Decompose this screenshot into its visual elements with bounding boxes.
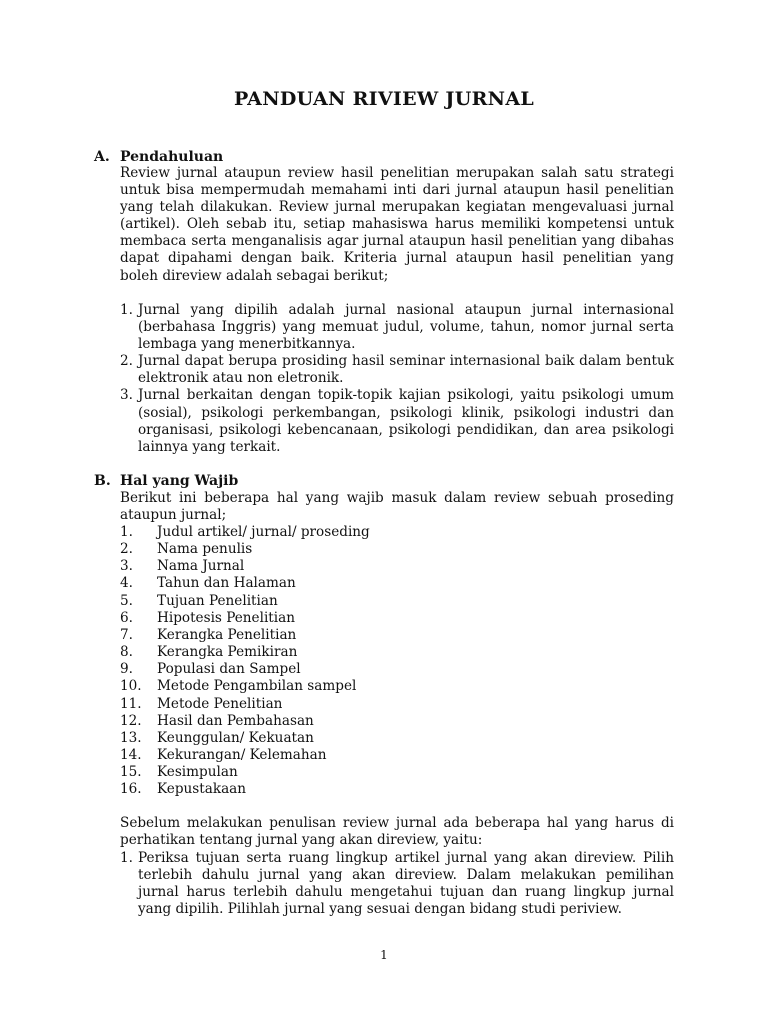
list-item-text: Kerangka Penelitian [157,626,297,643]
section-b-title: Hal yang Wajib [120,473,239,489]
section-b-closing: Sebelum melakukan penulisan review jurnal ada beberapa hal yang harus di perhatikan tentang jurnal yang akan direview, yaitu: [120,815,674,849]
list-item-text: Judul artikel/ jurnal/ proseding [157,524,370,540]
section-a-letter: A. [94,149,110,165]
list-item-number: 3. [120,387,133,404]
list-item-number: 6. [120,609,133,626]
list-item [120,696,674,713]
list-item-text: Hipotesis Penelitian [157,609,295,626]
criteria-list [120,302,674,456]
list-item-text: Nama penulis [157,541,253,558]
list-item-number: 1. [120,524,133,540]
list-item [120,747,674,764]
list-item-text: Metode Pengambilan sampel [157,678,357,695]
list-item-number: 10. [120,678,142,695]
list-item [120,302,674,353]
section-b-heading [94,473,238,489]
list-item-number: 12. [120,712,142,729]
list-item-number: 1. [120,302,133,318]
list-item [120,644,674,661]
list-item-number: 2. [120,353,133,370]
list-item-text: Metode Penelitian [157,695,283,712]
list-item-number: 2. [120,541,133,558]
list-item [120,661,674,678]
list-item [120,850,674,918]
list-item [120,610,674,627]
list-item-text: Keunggulan/ Kekuatan [157,729,314,746]
section-b-letter: B. [94,473,111,489]
list-item-number: 9. [120,661,133,678]
list-item-number: 7. [120,626,133,643]
list-item-number: 3. [120,558,133,575]
list-item [120,678,674,695]
list-item-number: 1. [120,850,133,866]
list-item-text: Kesimpulan [157,764,238,781]
section-a-heading [94,149,223,165]
page-number: 1 [380,948,388,962]
list-item [120,627,674,644]
list-item [120,575,674,592]
list-item [120,713,674,730]
list-item [120,558,674,575]
list-item [120,764,674,781]
list-item [120,730,674,747]
list-item-number: 5. [120,592,133,609]
list-item-text: Nama Jurnal [157,558,245,575]
list-item-number: 13. [120,729,142,746]
list-item-number: 15. [120,764,142,781]
list-item-number: 8. [120,644,133,661]
list-item-number: 11. [120,695,142,712]
review-steps-list [120,850,674,918]
list-item [120,781,674,798]
list-item-text: Hasil dan Pembahasan [157,712,314,729]
list-item-text: Kepustakaan [157,781,247,798]
section-a-title: Pendahuluan [120,149,224,165]
list-item-text: Periksa tujuan serta ruang lingkup artikel jurnal yang akan direview. Pilih terlebih dahulu jurnal yang akan direview. Dalam melakukan pemilihan jurnal harus terlebih dahulu mengetahui tujuan dan ruang lingkup jurnal yang dipilih. Pilihlah jurnal yang sesuai dengan bidang studi periview. [138,850,674,918]
list-item [120,541,674,558]
list-item [120,353,674,387]
section-a-intro: Review jurnal ataupun review hasil penelitian merupakan salah satu strategi untuk bisa mempermudah memahami inti dari jurnal ataupun hasil penelitian yang telah dilakukan. Review jurnal merupakan kegiatan mengevaluasi jurnal (artikel). Oleh sebab itu, setiap mahasiswa harus memiliki kompetensi untuk membaca serta menganalisis agar jurnal ataupun hasil penelitian yang dibahas dapat dipahami dengan baik. Kriteria jurnal ataupun hasil penelitian yang boleh direview adalah sebagai berikut; [120,165,674,284]
list-item-text: Populasi dan Sampel [157,661,301,678]
list-item-number: 4. [120,575,133,592]
list-item-number: 16. [120,781,142,798]
page-title: PANDUAN RIVIEW JURNAL [233,88,535,110]
list-item-text: Jurnal dapat berupa prosiding hasil seminar internasional baik dalam bentuk elektronik atau non eletronik. [138,353,674,387]
list-item [120,524,674,541]
list-item-number: 14. [120,747,142,764]
list-item-text: Jurnal yang dipilih adalah jurnal nasional ataupun jurnal internasional (berbahasa Inggris) yang memuat judul, volume, tahun, nomor jurnal serta lembaga yang menerbitkannya. [138,302,674,353]
list-item-text: Jurnal berkaitan dengan topik-topik kajian psikologi, yaitu psikologi umum (sosial), psikologi perkembangan, psikologi klinik, psikologi industri dan organisasi, psikologi kebencanaan, psikologi pendidikan, dan area psikologi lainnya yang terkait. [138,387,674,455]
required-items-list [120,524,674,799]
list-item-text: Tujuan Penelitian [157,592,278,609]
list-item [120,593,674,610]
list-item [120,387,674,455]
section-b-intro: Berikut ini beberapa hal yang wajib masuk dalam review sebuah proseding ataupun jurnal; [120,490,674,524]
list-item-text: Tahun dan Halaman [157,575,296,592]
list-item-text: Kekurangan/ Kelemahan [157,747,327,764]
list-item-text: Kerangka Pemikiran [157,644,298,661]
